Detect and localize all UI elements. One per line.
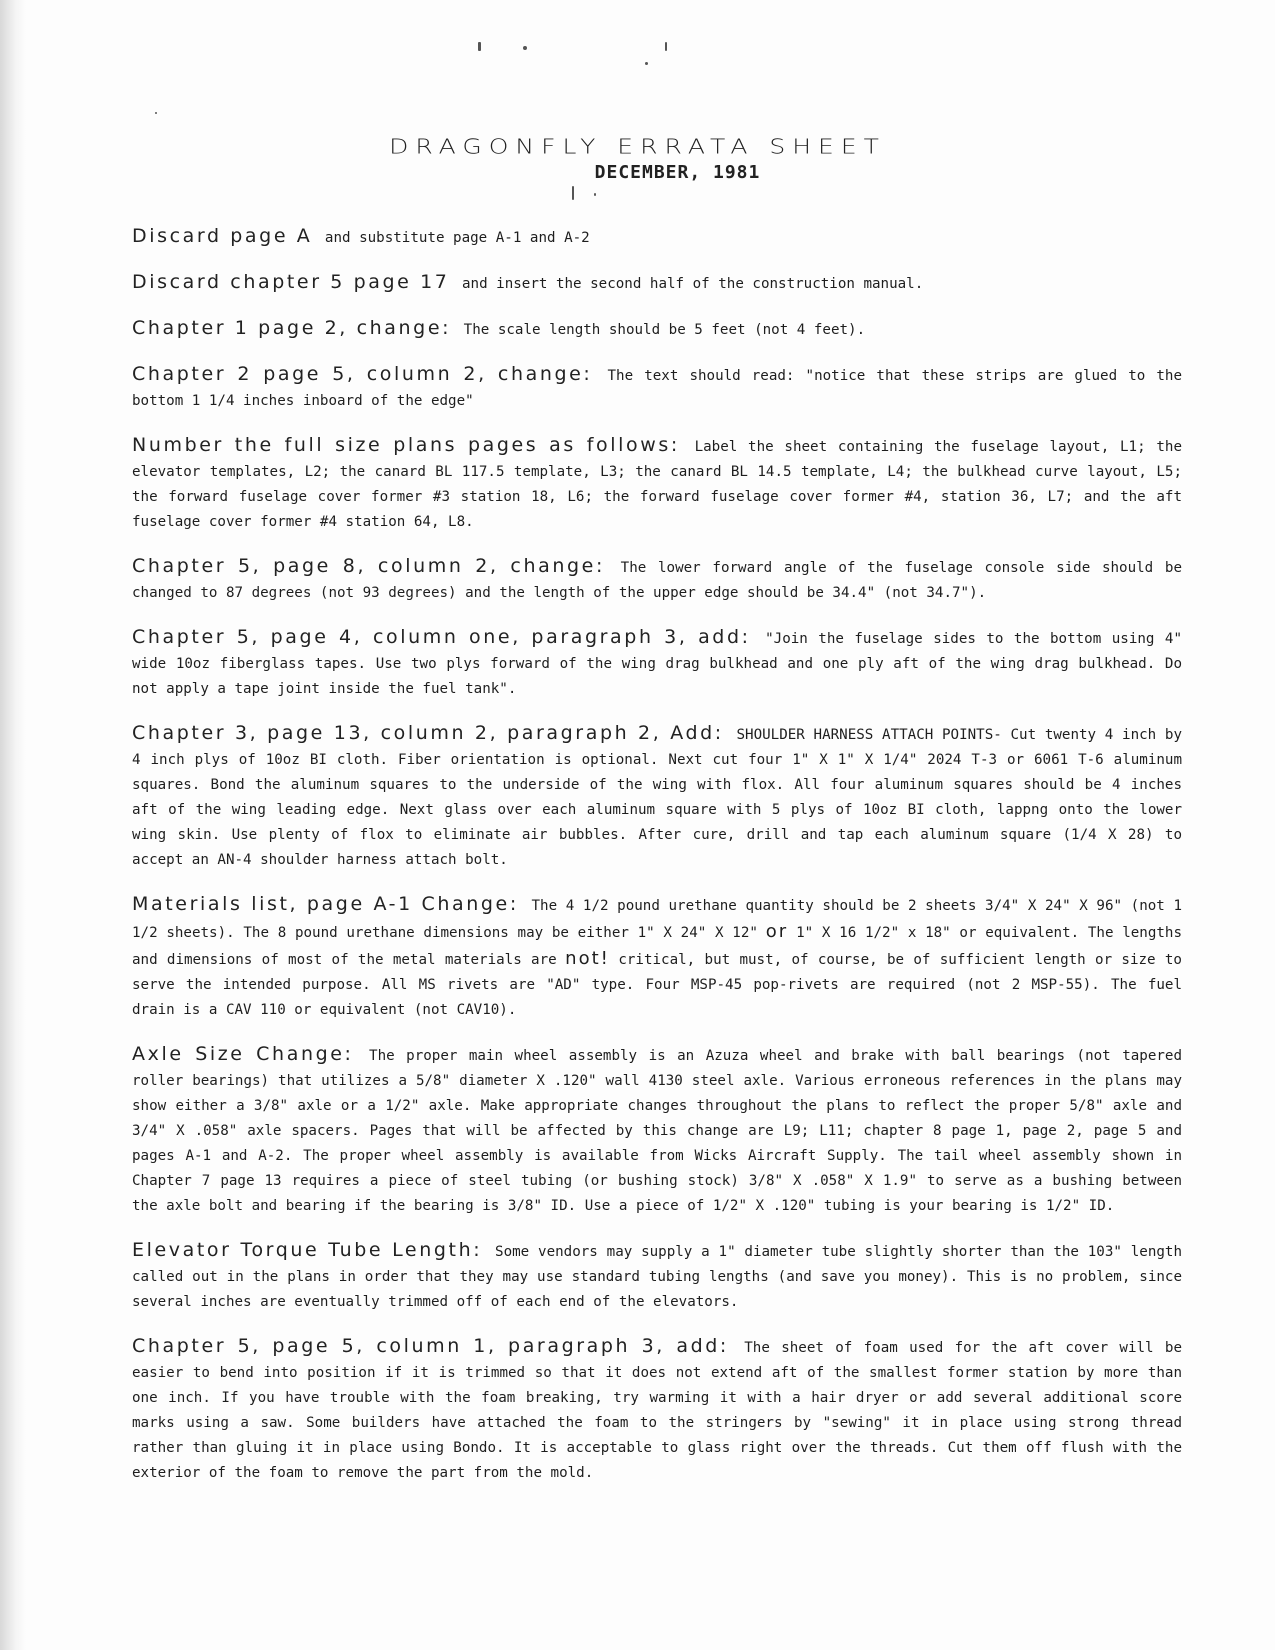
entry-text: "Join the fuselage sides to the bottom using 4" wide 10oz fiberglass tapes. Use two plys forward of the wing drag bulkhead and one ply aft of the wing drag bulkhead. Do not apply a tape joint inside the fuel tank". (132, 631, 1183, 697)
entry-text: The scale length should be 5 feet (not 4 feet). (455, 322, 866, 338)
errata-entry (132, 270, 1182, 297)
entry-text: Label the sheet containing the fuselage layout, L1; the elevator templates, L2; the canard BL 117.5 template, L3; the canard BL 14.5 template, L4; the bulkhead curve layout, L5; the forward fuselage cover former #3 station 18, L6; the forward fuselage cover former #4, station 36, L7; and the aft fuselage cover former #4 station 64, L8. (132, 439, 1182, 530)
entry-text: The text should read: "notice that these strips are glued to the bottom 1 1/4 inches inboard of the edge" (132, 368, 1182, 409)
entry-emphasis: not! (556, 948, 619, 969)
entry-text: The proper main wheel assembly is an Azuza wheel and brake with ball bearings (not tapered roller bearings) that utilizes a 5/8" diameter X .120" wall 4130 steel axle. Various erroneous references in the plans may show either a 3/8" axle or a 1/2" axle. Make appropriate changes throughout the plans to reflect the proper 5/8" axle and 3/4" X .058" axle spacers. Pages that will be affected by this change are L9; L11; chapter 8 page 1, page 2, page 5 and pages A-1 and A-2. The proper wheel assembly is available from Wicks Aircraft Supply. The tail wheel assembly shown in Chapter 7 page 13 requires a piece of steel tubing (or bushing stock) 3/8" X .058" X 1.9" to serve as a bushing between the axle bolt and bearing if the bearing is 3/8" ID. Use a piece of 1/2" X .120" tubing is your bearing is 1/2" ID. (132, 1048, 1182, 1214)
entry-heading: Discard page A (132, 225, 313, 247)
entry-text: and substitute page A-1 and A-2 (316, 230, 590, 246)
entry-text: Some vendors may supply a 1" diameter tube slightly shorter than the 103" length called out in the plans in order that they may use standard tubing lengths (and save you money). This is no problem, since several inches are eventually trimmed off of each end of the elevators. (132, 1244, 1183, 1310)
errata-entry (132, 892, 1182, 1023)
entry-heading: Axle Size Change: (132, 1043, 354, 1065)
entry-heading: Chapter 2 page 5, column 2, change: (132, 363, 593, 385)
errata-entry (132, 721, 1182, 873)
errata-entry (132, 362, 1182, 414)
entry-text: The 4 1/2 pound urethane quantity should be 2 sheets 3/4" X 24" X 96" (not 1 1/2 sheets). The 8 pound urethane dimensions may be either 1" X 24" X 12" (132, 898, 1183, 941)
entry-text: SHOULDER HARNESS ATTACH POINTS- Cut twenty 4 inch by 4 inch plys of 10oz BI cloth. Fiber orientation is optional. Next cut four 1" X 1" X 1/4" 2024 T-3 or 6061 T-6 aluminum squares. Bond the aluminum squares to the underside of the wing with flox. All four aluminum squares should be 4 inches aft of the wing leading edge. Next glass over each aluminum square with 5 plys of 10oz BI cloth, lappng onto the lower wing skin. Use plenty of flox to eliminate air bubbles. After cure, drill and tap each aluminum square (1/4 X 28) to accept an AN-4 shoulder harness attach bolt. (132, 727, 1182, 868)
errata-entry (132, 433, 1182, 535)
entry-heading: Chapter 5, page 8, column 2, change: (132, 555, 605, 577)
entry-text: 1" X 16 1/2" x 18" or equivalent. The lengths and dimensions of most of the metal materials are (132, 925, 1182, 968)
entry-text: The lower forward angle of the fuselage console side should be changed to 87 degrees (not 93 degrees) and the length of the upper edge should be 34.4" (not 34.7"). (132, 560, 1182, 601)
entry-heading: Chapter 5, page 4, column one, paragraph 3, add: (132, 626, 751, 648)
errata-entry (132, 625, 1182, 702)
entry-heading: Materials list, page A-1 Change: (132, 893, 519, 915)
entry-heading: Discard chapter 5 page 17 (132, 271, 450, 293)
entry-text: and insert the second half of the construction manual. (453, 276, 924, 292)
errata-entry (132, 316, 1182, 343)
entry-emphasis: or (757, 921, 797, 942)
errata-list (132, 224, 1182, 1505)
errata-entry (132, 554, 1182, 606)
errata-entry (132, 1334, 1182, 1486)
entry-text: The sheet of foam used for the aft cover will be easier to bend into position if it is trimmed so that it does not extend aft of the smallest former station by more than one inch. If you have trouble with the foam breaking, try warming it with a hair dryer or add several additional score marks using a saw. Some builders have attached the foam to the stringers by "sewing" it in place using strong thread rather than gluing it in place using Bondo. It is acceptable to glass right over the threads. Cut them off flush with the exterior of the foam to remove the part from the mold. (132, 1340, 1182, 1481)
errata-entry (132, 1238, 1182, 1315)
scan-edge-shadow (0, 0, 26, 1650)
entry-heading: Chapter 1 page 2, change: (132, 317, 452, 339)
entry-heading: Chapter 3, page 13, column 2, paragraph 2, Add: (132, 722, 724, 744)
entry-heading: Number the full size plans pages as follows: (132, 434, 680, 456)
document-date: DECEMBER, 1981 (594, 162, 761, 183)
document-title: DRAGONFLY ERRATA SHEET (389, 134, 886, 159)
entry-text: critical, but must, of course, be of sufficient length or size to serve the intended purpose. All MS rivets are "AD" type. Four MSP-45 pop-rivets are required (not 2 MSP-55). The fuel drain is a CAV 110 or equivalent (not CAV10). (132, 952, 1182, 1018)
errata-entry (132, 1042, 1182, 1219)
entry-heading: Chapter 5, page 5, column 1, paragraph 3, add: (132, 1335, 729, 1357)
errata-entry (132, 224, 1182, 251)
entry-heading: Elevator Torque Tube Length: (132, 1239, 483, 1261)
